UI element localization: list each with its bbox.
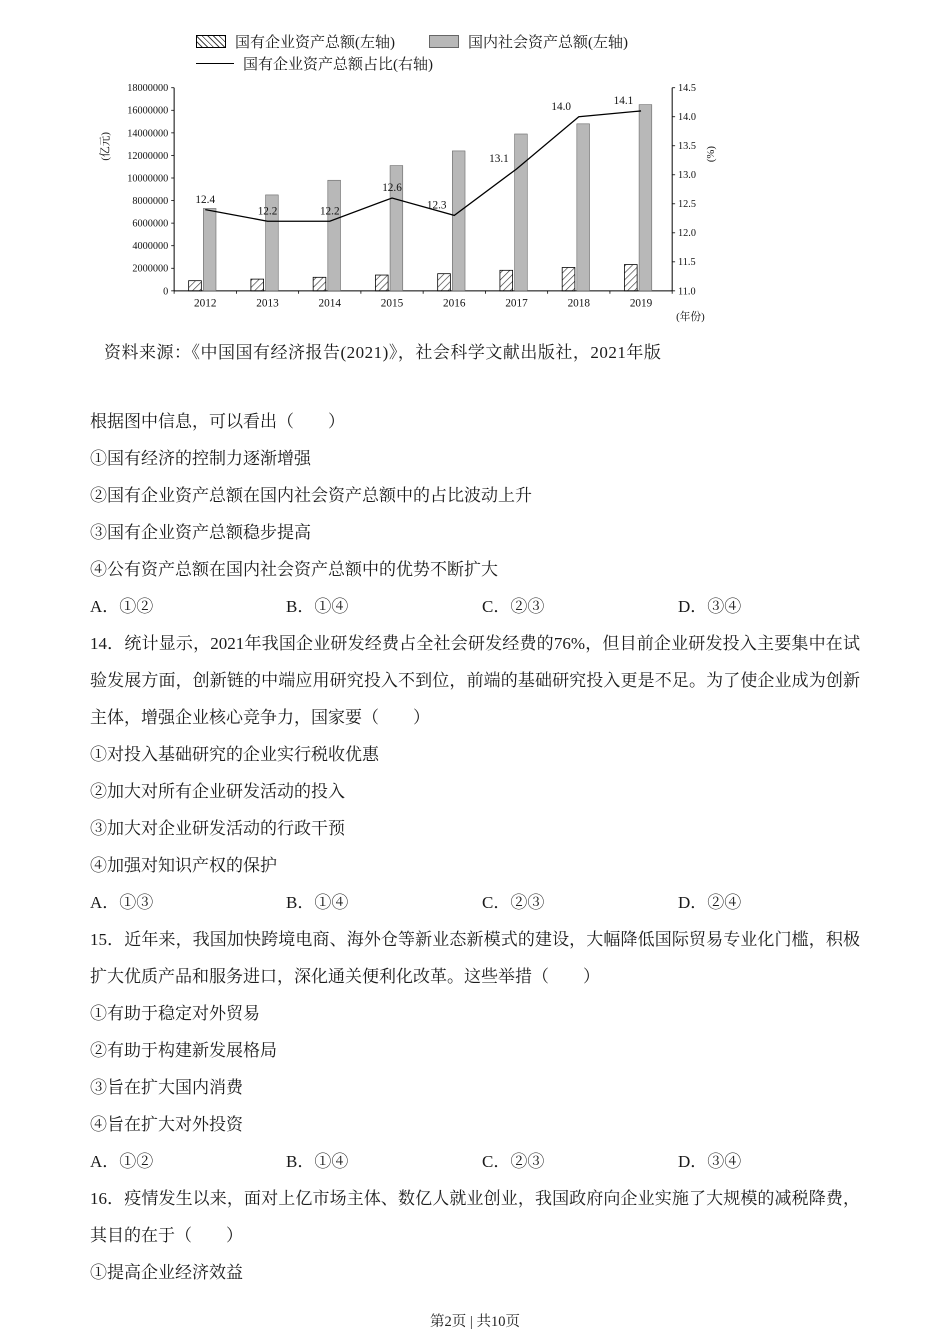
question-stem: 根据图中信息，可以看出（ ）	[90, 411, 345, 431]
svg-text:(亿元): (亿元)	[99, 132, 112, 161]
svg-text:18000000: 18000000	[127, 83, 169, 95]
svg-text:(年份): (年份)	[676, 311, 705, 324]
question-13	[90, 403, 860, 625]
svg-text:12.2: 12.2	[257, 205, 278, 218]
svg-text:2018: 2018	[567, 297, 591, 310]
question-item: ③加大对企业研发活动的行政干预	[90, 818, 345, 838]
option-a: A．①②	[90, 1151, 154, 1171]
solid-bar-swatch-icon	[429, 35, 459, 48]
option-a: A．①③	[90, 892, 154, 912]
svg-text:12000000: 12000000	[127, 150, 169, 162]
svg-text:11.0: 11.0	[678, 286, 696, 298]
svg-text:6000000: 6000000	[132, 218, 169, 230]
svg-text:14.5: 14.5	[678, 83, 696, 95]
option-a: A．①②	[90, 596, 154, 616]
option-c: C．②③	[482, 1151, 545, 1171]
question-14	[90, 625, 860, 921]
option-d: D．③④	[678, 596, 742, 616]
option-b: B．①④	[286, 1151, 349, 1171]
svg-text:14.0: 14.0	[551, 100, 572, 113]
svg-text:2015: 2015	[380, 297, 404, 310]
question-stem: 15．近年来，我国加快跨境电商、海外仓等新业态新模式的建设，大幅降低国际贸易专业化门槛，积极扩大优质产品和服务进口，深化通关便利化改革。这些举措（ ）	[90, 929, 860, 986]
line-swatch-icon	[196, 63, 234, 64]
svg-text:(%): (%)	[705, 146, 718, 163]
question-item: ③国有企业资产总额稳步提高	[90, 522, 311, 542]
question-15	[90, 921, 860, 1180]
option-b: B．①④	[286, 596, 349, 616]
legend-row-2	[196, 52, 950, 74]
question-stem: 14．统计显示，2021年我国企业研发经费占全社会研发经费的76%，但目前企业研发投入主要集中在试验发展方面，创新链的中端应用研究投入不到位，前端的基础研究投入更是不足。为了使企业成为创新主体，增强企业核心竞争力，国家要（ ）	[90, 633, 860, 727]
svg-text:2016: 2016	[443, 297, 466, 310]
svg-text:2017: 2017	[505, 297, 528, 310]
option-c: C．②③	[482, 596, 545, 616]
svg-text:12.2: 12.2	[319, 205, 340, 218]
svg-text:2000000: 2000000	[132, 263, 169, 275]
svg-text:13.1: 13.1	[489, 153, 509, 166]
svg-text:11.5: 11.5	[678, 257, 696, 269]
svg-text:12.0: 12.0	[678, 228, 696, 240]
options-row	[90, 588, 860, 625]
svg-text:12.3: 12.3	[426, 199, 447, 212]
svg-text:2019: 2019	[629, 297, 653, 310]
option-d: D．②④	[678, 892, 742, 912]
svg-text:8000000: 8000000	[132, 195, 169, 207]
svg-text:14.1: 14.1	[613, 95, 634, 108]
question-item: ①对投入基础研究的企业实行税收优惠	[90, 744, 379, 764]
options-row	[90, 1143, 860, 1180]
question-item: ①有助于稳定对外贸易	[90, 1003, 260, 1023]
option-b: B．①④	[286, 892, 349, 912]
svg-text:12.6: 12.6	[382, 182, 402, 195]
options-row	[90, 884, 860, 921]
svg-text:16000000: 16000000	[127, 105, 169, 117]
svg-text:14000000: 14000000	[127, 128, 169, 140]
question-item: ②有助于构建新发展格局	[90, 1040, 277, 1060]
svg-text:12.4: 12.4	[195, 193, 216, 206]
chart-legend	[196, 30, 950, 74]
svg-text:0: 0	[163, 286, 169, 298]
question-item: ④公有资产总额在国内社会资产总额中的优势不断扩大	[90, 559, 498, 579]
svg-text:12.5: 12.5	[678, 199, 696, 211]
question-item: ②加大对所有企业研发活动的投入	[90, 781, 345, 801]
legend-item-social-assets	[429, 31, 628, 52]
hatched-bar-swatch-icon	[196, 35, 226, 48]
legend-label: 国有企业资产总额(左轴)	[235, 34, 395, 51]
svg-text:14.0: 14.0	[678, 112, 696, 124]
svg-text:2012: 2012	[194, 297, 217, 310]
legend-label: 国内社会资产总额(左轴)	[468, 34, 628, 51]
svg-text:2013: 2013	[256, 297, 279, 310]
svg-text:13.0: 13.0	[678, 170, 696, 182]
question-item: ③旨在扩大国内消费	[90, 1077, 243, 1097]
svg-text:10000000: 10000000	[127, 173, 169, 185]
legend-item-ratio-line	[196, 53, 433, 74]
question-item: ①国有经济的控制力逐渐增强	[90, 448, 311, 468]
combo-chart-svg	[96, 76, 721, 330]
questions-section	[90, 403, 860, 1291]
chart-section	[0, 0, 950, 363]
option-c: C．②③	[482, 892, 545, 912]
question-item: ④旨在扩大对外投资	[90, 1114, 243, 1134]
page-footer: 第2页 | 共10页	[430, 1314, 520, 1330]
option-d: D．③④	[678, 1151, 742, 1171]
chart-source: 资料来源：《中国国有经济报告(2021)》，社会科学文献出版社，2021年版	[104, 342, 662, 362]
question-16	[90, 1180, 860, 1291]
legend-row-1	[196, 30, 950, 52]
question-item: ④加强对知识产权的保护	[90, 855, 277, 875]
svg-text:13.5: 13.5	[678, 141, 696, 153]
question-stem: 16．疫情发生以来，面对上亿市场主体、数亿人就业创业，我国政府向企业实施了大规模的减税降费，其目的在于（ ）	[90, 1188, 860, 1245]
legend-item-soe-assets	[196, 31, 395, 52]
question-item: ①提高企业经济效益	[90, 1262, 243, 1282]
svg-text:2014: 2014	[318, 297, 341, 310]
question-item: ②国有企业资产总额在国内社会资产总额中的占比波动上升	[90, 485, 532, 505]
legend-label: 国有企业资产总额占比(右轴)	[243, 56, 433, 73]
svg-text:4000000: 4000000	[132, 241, 169, 253]
